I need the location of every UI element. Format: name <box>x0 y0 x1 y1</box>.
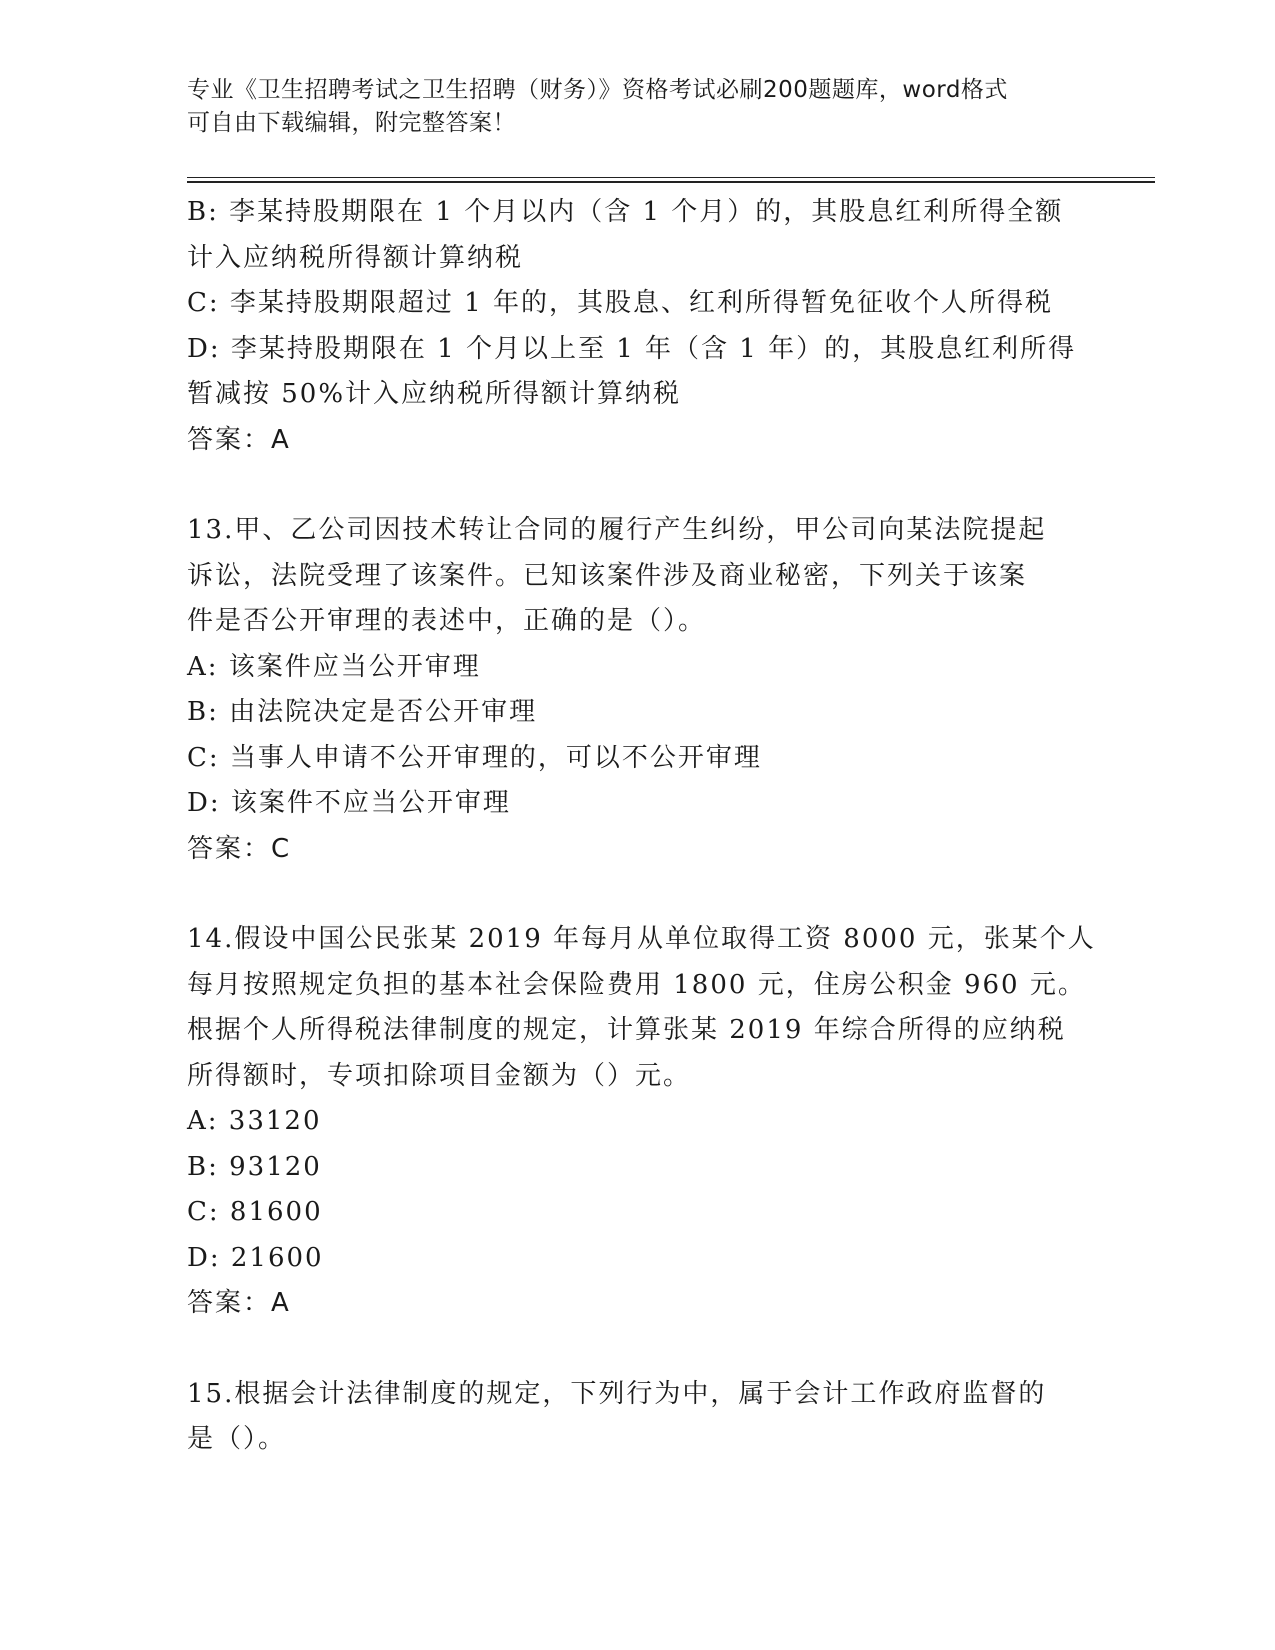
question-stem: 15.根据会计法律制度的规定，下列行为中，属于会计工作政府监督的 <box>187 1378 1047 1409</box>
question-stem-cont: 件是否公开审理的表述中，正确的是（）。 <box>187 606 707 636</box>
question-stem: 13.甲、乙公司因技术转让合同的履行产生纠纷，甲公司向某法院提起 <box>187 515 1047 545</box>
header-divider <box>187 177 1155 183</box>
question-stem-cont: 根据个人所得税法律制度的规定，计算张某 2019 年综合所得的应纳税 <box>187 1015 1066 1045</box>
option-d-cont: 暂减按 50%计入应纳税所得额计算纳税 <box>187 379 682 409</box>
document-body <box>187 190 1096 1463</box>
option-b: B: 93120 <box>187 1151 322 1182</box>
question-15 <box>187 1372 1087 1463</box>
option-a: A: 33120 <box>187 1106 322 1136</box>
option-b: B: 由法院决定是否公开审理 <box>187 697 538 727</box>
option-c: C: 81600 <box>187 1197 323 1227</box>
question-stem-cont: 所得额时，专项扣除项目金额为（）元。 <box>187 1060 692 1091</box>
question-14 <box>187 917 1096 1327</box>
option-c: C: 李某持股期限超过 1 年的，其股息、红利所得暂免征收个人所得税 <box>187 288 1053 318</box>
answer-line: 答案：C <box>187 833 292 864</box>
answer-line: 答案：A <box>187 1288 291 1318</box>
option-b-cont: 计入应纳税所得额计算纳税 <box>187 242 524 273</box>
option-a: A: 该案件应当公开审理 <box>187 651 481 682</box>
header-title-line2: 可自由下载编辑，附完整答案！ <box>187 110 516 136</box>
spacer <box>187 872 1087 917</box>
option-d: D: 该案件不应当公开审理 <box>187 788 511 818</box>
answer-line: 答案：A <box>187 424 291 455</box>
option-b: B: 李某持股期限在 1 个月以内（含 1 个月）的，其股息红利所得全额 <box>187 197 1064 227</box>
header-title-line1: 专业《卫生招聘考试之卫生招聘（财务）》资格考试必刷200题题库，word格式 <box>187 77 1008 103</box>
question-stem-cont: 是（）。 <box>187 1424 287 1454</box>
document-header <box>187 74 1087 140</box>
question-stem: 14.假设中国公民张某 2019 年每月从单位取得工资 8000 元，张某个人 <box>187 924 1096 954</box>
option-c: C: 当事人申请不公开审理的，可以不公开审理 <box>187 742 762 773</box>
question-12-tail <box>187 190 1087 463</box>
spacer <box>187 463 1087 508</box>
question-stem-cont: 每月按照规定负担的基本社会保险费用 1800 元，住房公积金 960 元。 <box>187 969 1086 1000</box>
question-stem-cont: 诉讼，法院受理了该案件。已知该案件涉及商业秘密，下列关于该案 <box>187 560 1028 591</box>
question-13 <box>187 508 1087 872</box>
option-d: D: 21600 <box>187 1242 324 1273</box>
spacer <box>187 1327 1087 1372</box>
option-d: D: 李某持股期限在 1 个月以上至 1 年（含 1 年）的，其股息红利所得 <box>187 333 1077 364</box>
